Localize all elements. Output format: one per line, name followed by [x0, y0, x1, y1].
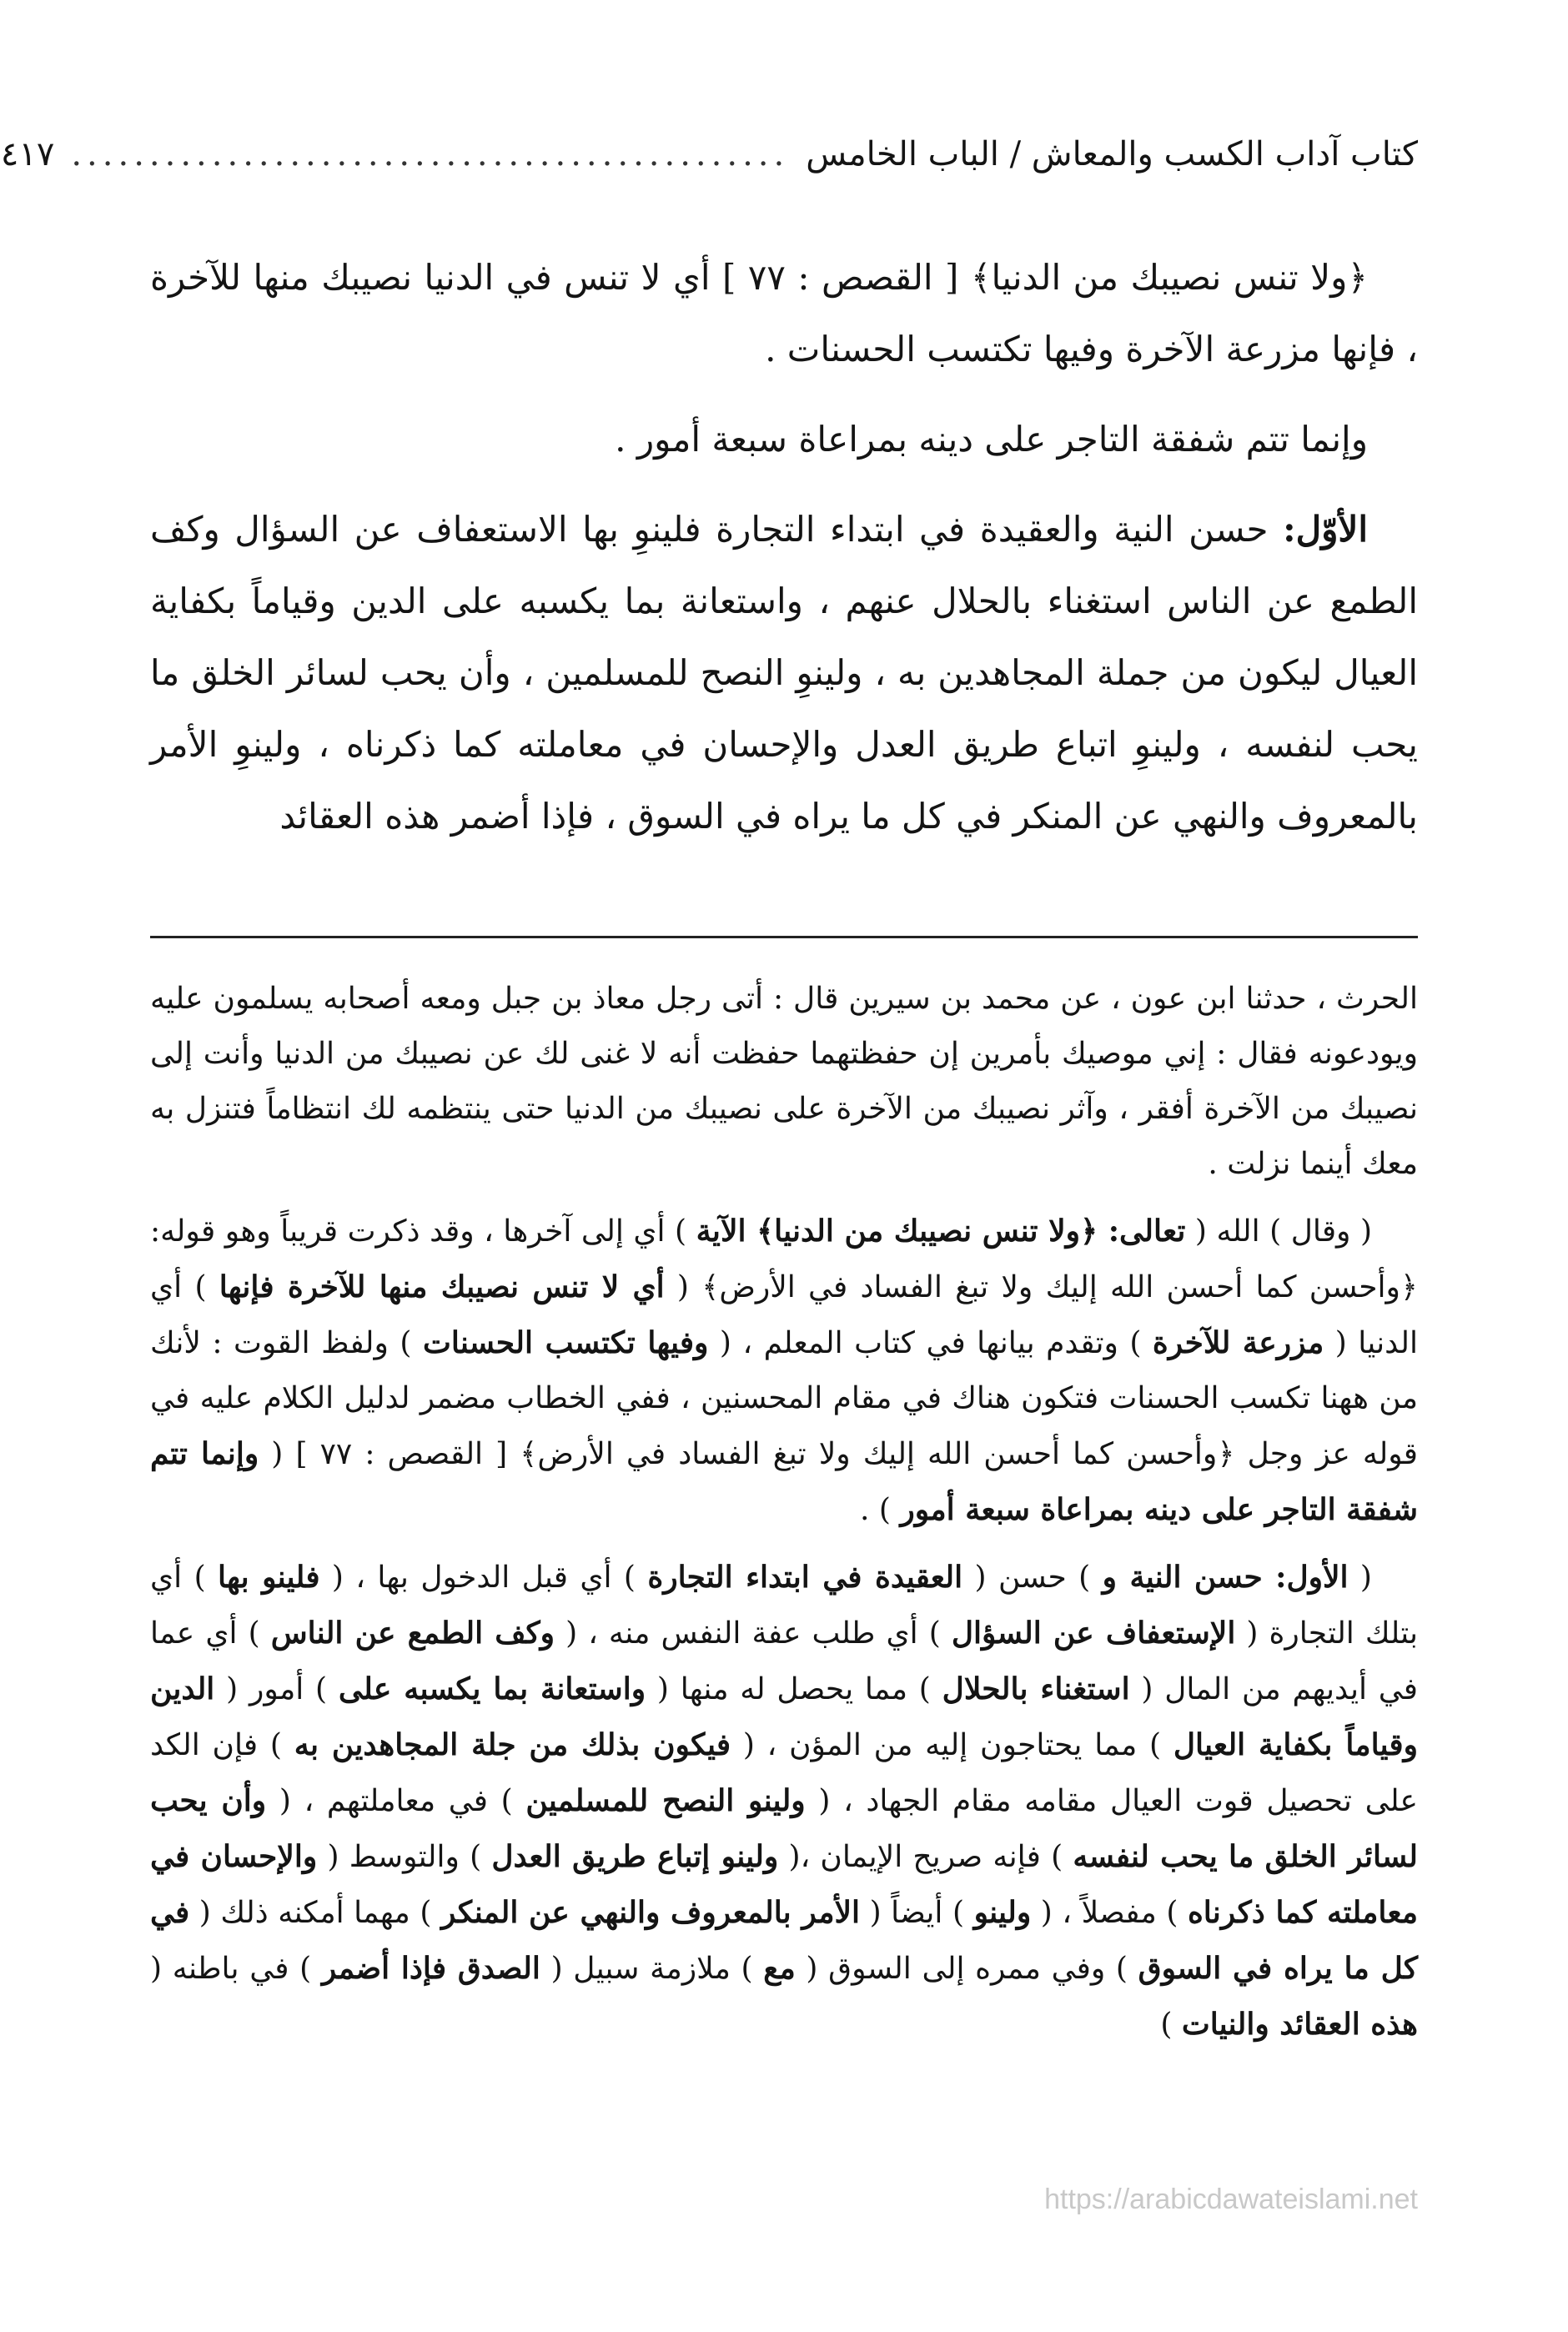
commentary-text-run: ) ملازمة سبيل ( — [540, 1952, 764, 1986]
running-title: كتاب آداب الكسب والمعاش / الباب الخامس — [806, 135, 1418, 173]
quoted-text-run: واستعانة بما يكسبه على — [338, 1671, 646, 1706]
quoted-text-run: فيكون بذلك من جلة المجاهدين به — [294, 1727, 731, 1762]
commentary-text-run: ) فإنه صريح الإيمان ،( — [778, 1840, 1073, 1874]
main-paragraph-1: ﴿ولا تنس نصيبك من الدنيا﴾ [ القصص : ٧٧ ] أي لا تنس في الدنيا نصيبك منها للآخرة ، فإنها مزرعة الآخرة وفيها تكتسب الحسنات . — [150, 257, 1418, 369]
commentary-text-run: ) أي إلى آخرها ، وقد ذكرت قريباً وهو قوله: ﴿وأحسن كما أحسن الله إليك ولا تبغ الفساد في الأرض﴾ ( — [150, 1214, 1418, 1304]
commentary-text-run: ) ولفظ القوت : لأنك من ههنا تكسب الحسنات فتكون هناك في مقام المحسنين ، ففي الخطاب مضمر لدليل الكلام عليه في قوله عز وجل ﴿وأحسن كما أحسن الله إليك ولا تبغ الفساد في الأرض﴾ [ القصص : ٧٧ ] ( — [150, 1326, 1418, 1471]
commentary-text-run: ) في باطنه ( — [150, 1952, 322, 1986]
main-paragraph-2: وإنما تتم شفقة التاجر على دينه بمراعاة سبعة أمور . — [615, 419, 1368, 460]
footnote-divider — [150, 936, 1418, 938]
watermark-url: https://arabicdawateislami.net — [1044, 2184, 1418, 2215]
quoted-text-run: هذه العقائد والنيات — [1181, 2007, 1418, 2042]
quoted-text-run: الإستعفاف عن السؤال — [951, 1616, 1236, 1651]
quoted-text-run: وأن يحب لسائر الخلق ما يحب لنفسه — [150, 1783, 1419, 1874]
commentary-text-run: ) حسن ( — [962, 1561, 1103, 1595]
quoted-text-run: والإحسان في معاملته كما ذكرناه — [150, 1839, 1419, 1930]
quoted-text-run: أي لا تنس نصيبك منها للآخرة فإنها — [219, 1269, 665, 1304]
commentary-paragraph-2 — [150, 1204, 1418, 1538]
commentary-text-run: ) — [1160, 2008, 1182, 2042]
commentary-paragraph-3 — [150, 1550, 1418, 2053]
quoted-text-run: الدين وقياماً بكفاية العيال — [150, 1671, 1418, 1762]
quoted-text-run: العقيدة في ابتداء التجارة — [647, 1560, 963, 1595]
quoted-text-run: الأمر بالمعروف والنهي عن المنكر — [440, 1895, 861, 1930]
quoted-text-run: وفيها تكتسب الحسنات — [422, 1325, 709, 1360]
main-paragraph-3 — [150, 494, 1418, 852]
commentary-text-run: ) أي قبل الدخول بها ، ( — [319, 1561, 648, 1595]
quoted-text-run: مع — [763, 1951, 796, 1986]
quoted-text-run: فلينو بها — [218, 1560, 320, 1595]
commentary-paragraph-1: الحرث ، حدثنا ابن عون ، عن محمد بن سيرين قال : أتى رجل معاذ بن جبل ومعه أصحابه يسلمون عليه ويودعونه فقال : إني موصيك بأمرين إن حفظتهما حفظت أنه لا غنى لك عن نصيبك من الدنيا وأنت إلى نصيبك من الآخرة أفقر ، وآثر نصيبك من الآخرة على نصيبك من الدنيا حتى ينتظمه لك انتظاماً فتنزل به معك أينما نزلت . — [150, 982, 1418, 1181]
first-matter-text: حسن النية والعقيدة في ابتداء التجارة فلينوِ بها الاستعفاف عن السؤال وكف الطمع عن الناس استغناء بالحلال عنهم ، واستعانة بما يكسبه على الدين وقياماً بكفاية العيال ليكون من جملة المجاهدين به ، ولينوِ النصح للمسلمين ، وأن يحب لسائر الخلق ما يحب لنفسه ، ولينوِ اتباع طريق العدل والإحسان في معاملته كما ذكرناه ، ولينوِ الأمر بالمعروف والنهي عن المنكر في كل ما يراه في السوق ، فإذا أضمر هذه العقائد — [150, 509, 1418, 837]
quoted-text-run: ولينو — [973, 1895, 1032, 1930]
quoted-text-run: الأول: حسن النية و — [1102, 1560, 1349, 1595]
first-matter-label: الأوّل: — [1283, 509, 1368, 550]
page-number: ٤١٧ — [0, 135, 55, 173]
commentary-text-run: ) وفي ممره إلى السوق ( — [795, 1952, 1138, 1986]
commentary-text-run: ) أمور ( — [214, 1672, 339, 1706]
commentary-text-run: ) أي طلب عفة النفس منه ، ( — [555, 1616, 952, 1651]
commentary-text-run: ) أي بتلك التجارة ( — [150, 1561, 1418, 1651]
commentary-text-run: ) مفصلاً ، ( — [1031, 1896, 1188, 1930]
quoted-text-run: ولينو إتباع طريق العدل — [491, 1839, 779, 1874]
commentary-text-run: ) مهما أمكنه ذلك ( — [189, 1896, 441, 1930]
commentary-text-run: ) أي الدنيا ( — [150, 1270, 1419, 1360]
main-text — [150, 242, 1418, 852]
running-header — [0, 125, 1418, 183]
leader-dots: .............................................. — [71, 135, 790, 173]
commentary-text-run: ) والتوسط ( — [317, 1840, 492, 1874]
quoted-text-run: ولينو النصح للمسلمين — [525, 1783, 806, 1818]
quoted-text-run: تعالى: ﴿ولا تنس نصيبك من الدنيا﴾ الآية — [696, 1214, 1186, 1249]
commentary-text-run: ) فإن الكد على تحصيل قوت العيال مقامه مقام الجهاد ، ( — [150, 1728, 1418, 1818]
commentary-text-run: ( — [1348, 1561, 1372, 1595]
commentary-text-run: ) أي عما في أيديهم من المال ( — [150, 1616, 1418, 1706]
commentary-text-run: ) أيضاً ( — [860, 1896, 974, 1930]
commentary-text-run: ( وقال ) الله ( — [1185, 1214, 1373, 1249]
quoted-text-run: الصدق فإذا أضمر — [321, 1951, 540, 1986]
commentary-text-run: ) في معاملتهم ، ( — [266, 1784, 526, 1818]
commentary-text-run: ) . — [860, 1493, 901, 1527]
quoted-text-run: في كل ما يراه في السوق — [150, 1895, 1418, 1986]
commentary-text-run: ) مما يحتاجون إليه من المؤن ، ( — [731, 1728, 1173, 1762]
commentary-text — [150, 972, 1418, 2053]
quoted-text-run: وإنما تتم شفقة التاجر على دينه بمراعاة سبعة أمور — [150, 1436, 1418, 1527]
quoted-text-run: استغناء بالحلال — [942, 1671, 1130, 1706]
commentary-text-run: ) مما يحصل له منها ( — [646, 1672, 942, 1706]
commentary-text-run: ) وتقدم بيانها في كتاب المعلم ، ( — [708, 1326, 1153, 1360]
quoted-text-run: مزرعة للآخرة — [1152, 1325, 1324, 1360]
quoted-text-run: وكف الطمع عن الناس — [270, 1616, 555, 1651]
